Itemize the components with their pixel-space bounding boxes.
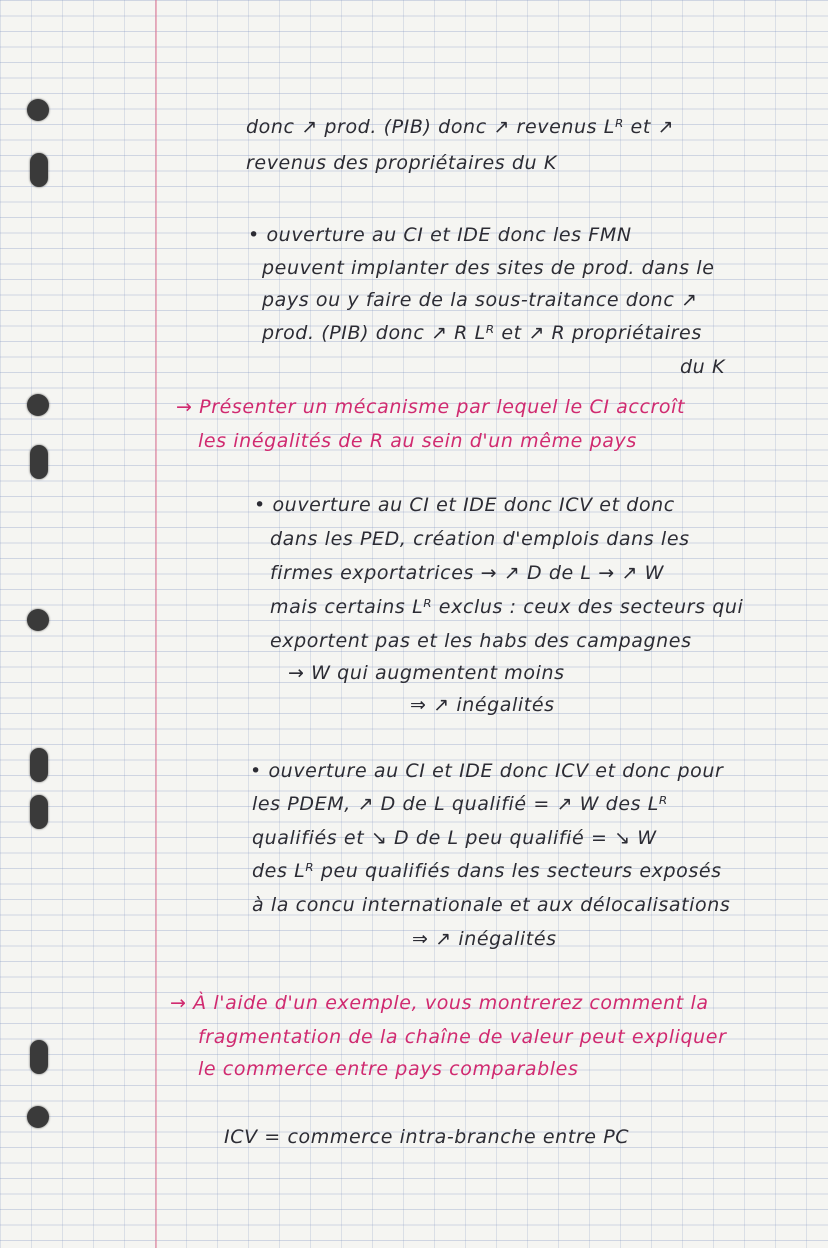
note-line: dans les PED, création d'emplois dans les [270, 528, 690, 550]
binder-hole [30, 445, 48, 479]
note-line: du K [680, 356, 726, 378]
binder-hole [27, 394, 49, 416]
note-line: des Lᴿ peu qualifiés dans les secteurs exposés [252, 860, 722, 882]
note-line: prod. (PIB) donc ↗ R Lᴿ et ↗ R propriétaires [262, 322, 702, 344]
note-line: les PDEM, ↗ D de L qualifié = ↗ W des Lᴿ [252, 793, 668, 815]
binder-hole [30, 1040, 48, 1074]
note-line: → W qui augmentent moins [288, 662, 565, 684]
note-line: à la concu internationale et aux délocalisations [252, 894, 731, 916]
note-line: qualifiés et ↘ D de L peu qualifié = ↘ W [252, 827, 657, 849]
binder-hole [30, 153, 48, 187]
note-line: firmes exportatrices → ↗ D de L → ↗ W [270, 562, 664, 584]
note-line: revenus des propriétaires du K [246, 152, 557, 174]
note-line: donc ↗ prod. (PIB) donc ↗ revenus Lᴿ et ↗ [246, 116, 675, 138]
question-heading: → Présenter un mécanisme par lequel le CI accroît [176, 396, 686, 418]
question-heading: fragmentation de la chaîne de valeur peut expliquer [198, 1026, 727, 1048]
note-line: ⇒ ↗ inégalités [412, 928, 557, 950]
note-line: • ouverture au CI et IDE donc ICV et donc pour [250, 760, 724, 782]
note-line: ⇒ ↗ inégalités [410, 694, 555, 716]
note-line: • ouverture au CI et IDE donc ICV et donc [254, 494, 675, 516]
note-line: ICV = commerce intra-branche entre PC [224, 1126, 630, 1148]
note-line: exportent pas et les habs des campagnes [270, 630, 692, 652]
binder-hole [27, 1106, 49, 1128]
question-heading: les inégalités de R au sein d'un même pays [198, 430, 637, 452]
question-heading: → À l'aide d'un exemple, vous montrerez comment la [170, 992, 709, 1014]
binder-hole [30, 748, 48, 782]
binder-hole [27, 99, 49, 121]
margin-line [155, 0, 157, 1248]
binder-hole [27, 609, 49, 631]
note-line: pays ou y faire de la sous-traitance donc ↗ [262, 289, 698, 311]
question-heading: le commerce entre pays comparables [198, 1058, 579, 1080]
note-line: • ouverture au CI et IDE donc les FMN [248, 224, 632, 246]
note-line: peuvent implanter des sites de prod. dans le [262, 257, 715, 279]
binder-hole [30, 795, 48, 829]
note-line: mais certains Lᴿ exclus : ceux des secteurs qui [270, 596, 744, 618]
